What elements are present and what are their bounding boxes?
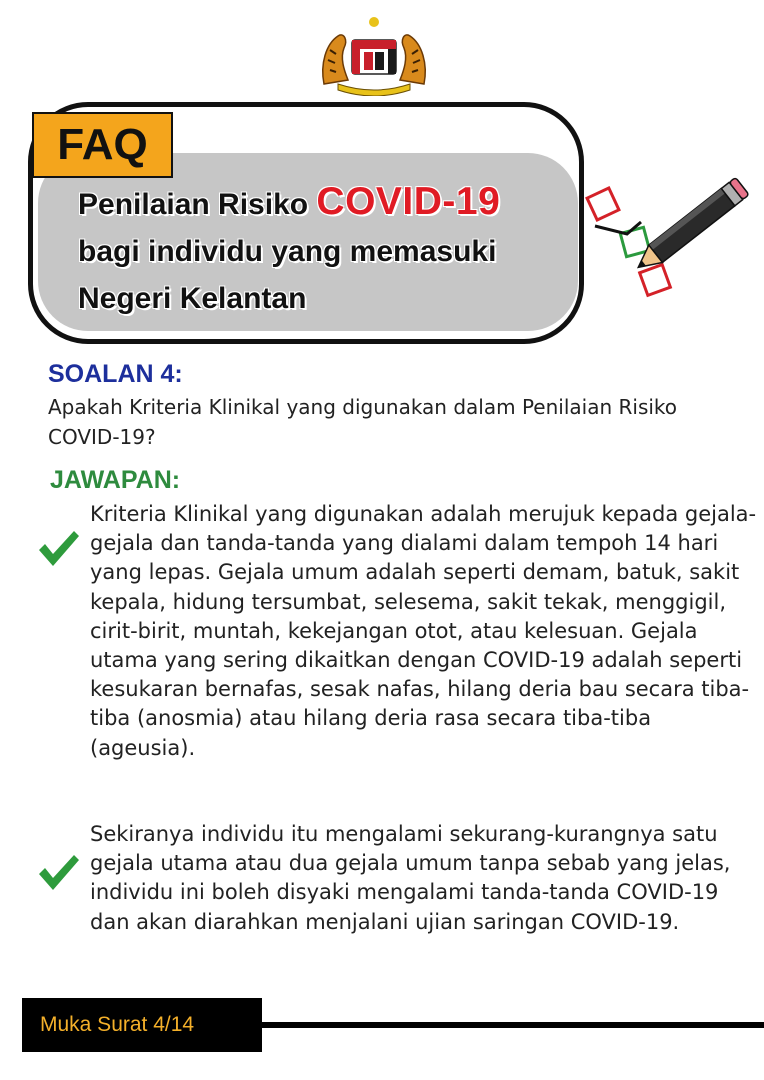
title-line-3: Negeri Kelantan xyxy=(78,282,307,315)
title-highlight: COVID-19 xyxy=(316,180,501,223)
footer-divider xyxy=(262,1022,764,1028)
answer-paragraph-2: Sekiranya individu itu mengalami sekurang-kurangnya satu gejala utama atau dua gejala umum tanpa sebab yang jelas, individu ini boleh disyaki mengalami tanda-tanda COVID-19 dan akan diarahkan menjalani ujian saringan COVID-19. xyxy=(90,822,731,934)
question-text: Apakah Kriteria Klinikal yang digunakan dalam Penilaian Risiko COVID-19? xyxy=(48,395,678,449)
answer-paragraph-1: Kriteria Klinikal yang digunakan adalah merujuk kepada gejala-gejala dan tanda-tanda yang dialami dalam tempoh 14 hari yang lepas. Gejala umum adalah seperti demam, batuk, sakit kepala, hidung tersumbat, selesema, sakit tekak, menggigil, cirit-birit, muntah, kekejangan otot, atau kelesuan. Gejala utama yang sering dikaitkan dengan COVID-19 adalah seperti kesukaran bernafas, sesak nafas, hilang deria bau secara tiba-tiba (anosmia) atau hilang deria rasa secara tiba-tiba (ageusia). xyxy=(90,502,757,760)
question-label: SOALAN 4: xyxy=(48,360,183,388)
green-checkmark-icon xyxy=(36,528,80,568)
page-number-box xyxy=(22,998,262,1052)
state-crest-icon xyxy=(318,14,430,96)
page-number: Muka Surat 4/14 xyxy=(40,1013,195,1036)
answer-label: JAWAPAN: xyxy=(50,466,181,494)
checklist-pencil-icon xyxy=(585,168,755,308)
faq-badge: FAQ xyxy=(32,112,173,178)
page-title xyxy=(78,178,578,322)
green-checkmark-icon xyxy=(36,852,80,892)
title-line-2: bagi individu yang memasuki xyxy=(78,235,497,268)
title-part-1: Penilaian Risiko xyxy=(78,188,317,221)
